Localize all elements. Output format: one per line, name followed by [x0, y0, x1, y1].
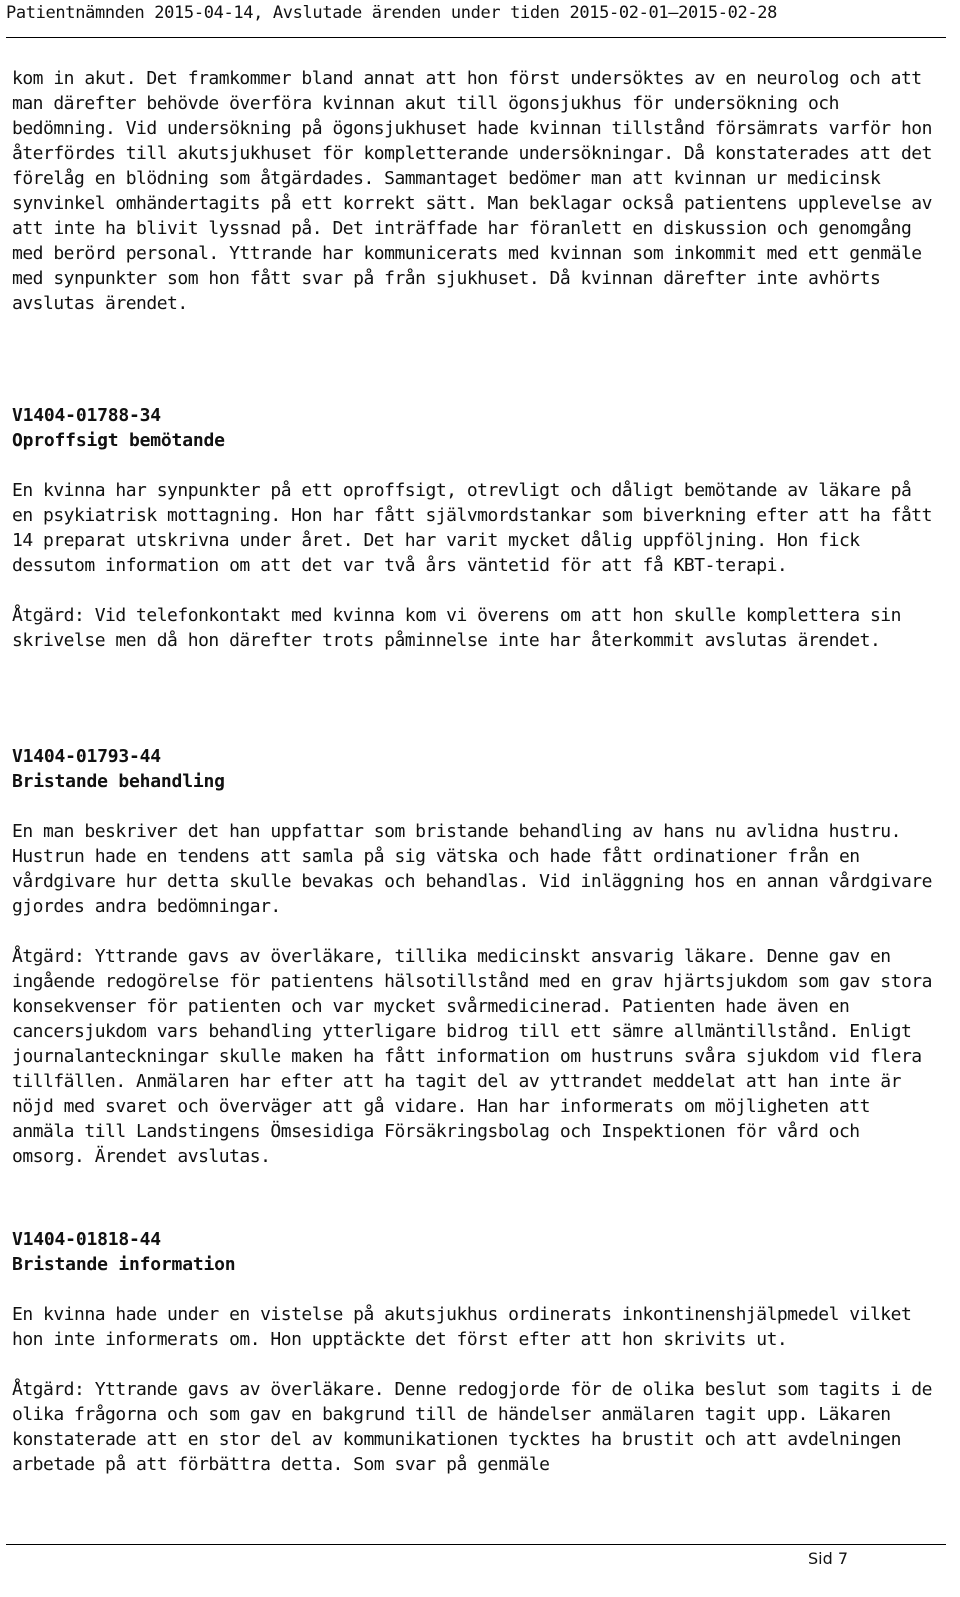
case-entry — [12, 403, 942, 653]
footer-divider — [6, 1544, 946, 1545]
spacer — [12, 794, 942, 819]
page-header — [6, 0, 946, 38]
case-id: V1404-01818-44 — [12, 1229, 161, 1250]
case-description: En kvinna hade under en vistelse på akutsjukhus ordinerats inkontinenshjälpmedel vilket hon inte informerats om. Hon upptäckte det först efter att hon skrivits ut. — [12, 1304, 912, 1350]
case-title: Bristande behandling — [12, 771, 225, 792]
spacer — [12, 316, 942, 403]
page-number: Sid 7 — [807, 1549, 848, 1568]
case-description: En kvinna har synpunkter på ett oproffsigt, otrevligt och dåligt bemötande av läkare på en psykiatrisk mottagning. Hon har fått självmordstankar som biverkning efter att ha fått 14 preparat utskrivna under året. Det har varit mycket dålig uppföljning. Hon fick dessutom information om att det var två års väntetid för att få KBT-terapi. — [12, 480, 932, 576]
intro-paragraph: kom in akut. Det framkommer bland annat att hon först undersöktes av en neurolog och att man därefter behövde överföra kvinnan akut till ögonsjukhus för undersökning och bedömning. Vid undersökning på ögonsjukhuset hade kvinnan tillstånd försämrats varför hon återfördes till akutsjukhuset för kompletterande undersökningar. Då konstaterades att det förelåg en blödning som åtgärdades. Sammantaget bedömer man att kvinnan ur medicinsk synvinkel omhändertagits på ett korrekt sätt. Man beklagar också patientens upplevelse av att inte ha blivit lyssnad på. Det inträffade har föranlett en diskussion och genomgång med berörd personal. Yttrande har kommunicerats med kvinnan som inkommit med ett genmäle med synpunkter som hon fått svar på från sjukhuset. Då kvinnan därefter inte avhörts avslutas ärendet. — [12, 68, 932, 314]
case-action: Åtgärd: Vid telefonkontakt med kvinna kom vi överens om att hon skulle komplettera sin skrivelse men då hon därefter trots påminnelse inte har återkommit avslutas ärendet. — [12, 605, 901, 651]
spacer — [12, 919, 942, 944]
case-entry — [12, 744, 942, 1169]
spacer — [12, 1352, 942, 1377]
spacer — [12, 653, 942, 744]
spacer — [12, 1277, 942, 1302]
case-title: Bristande information — [12, 1254, 236, 1275]
spacer — [12, 1169, 942, 1227]
case-description: En man beskriver det han uppfattar som bristande behandling av hans nu avlidna hustru. Hustrun hade en tendens att samla på sig vätska och hade fått ordinationer från en vårdgivare hur detta skulle bevakas och behandlas. Vid inläggning hos en annan vårdgivare gjordes andra bedömningar. — [12, 821, 932, 917]
spacer — [12, 578, 942, 603]
case-action: Åtgärd: Yttrande gavs av överläkare, tillika medicinskt ansvarig läkare. Denne gav en ingående redogörelse för patientens hälsotillstånd med en grav hjärtsjukdom som gav stora konsekvenser för patienten och var mycket svårmedicinerad. Patienten hade även en cancersjukdom vars behandling ytterligare bidrog till ett sämre allmäntillstånd. Enligt journalanteckningar skulle maken ha fått information om hustruns svåra sjukdom vid flera tillfällen. Anmälaren har efter att ha tagit del av yttrandet meddelat att han inte är nöjd med svaret och överväger att gå vidare. Han har informerats om möjligheten att anmäla till Landstingens Ömsesidiga Försäkringsbolag och Inspektionen för vård och omsorg. Ärendet avslutas. — [12, 946, 932, 1167]
document-body — [12, 66, 942, 1477]
case-id: V1404-01788-34 — [12, 405, 161, 426]
case-id: V1404-01793-44 — [12, 746, 161, 767]
spacer — [12, 453, 942, 478]
case-title: Oproffsigt bemötande — [12, 430, 225, 451]
header-title: Patientnämnden 2015-04-14, Avslutade ärenden under tiden 2015-02-01—2015-02-28 — [6, 3, 778, 23]
case-entry — [12, 1227, 942, 1477]
case-action: Åtgärd: Yttrande gavs av överläkare. Denne redogjorde för de olika beslut som tagits i de olika frågorna och som gav en bakgrund till de händelser anmälaren tagit upp. Läkaren konstaterade att en stor del av kommunikationen tycktes ha brustit och att avdelningen arbetade på att förbättra detta. Som svar på genmäle — [12, 1379, 932, 1475]
